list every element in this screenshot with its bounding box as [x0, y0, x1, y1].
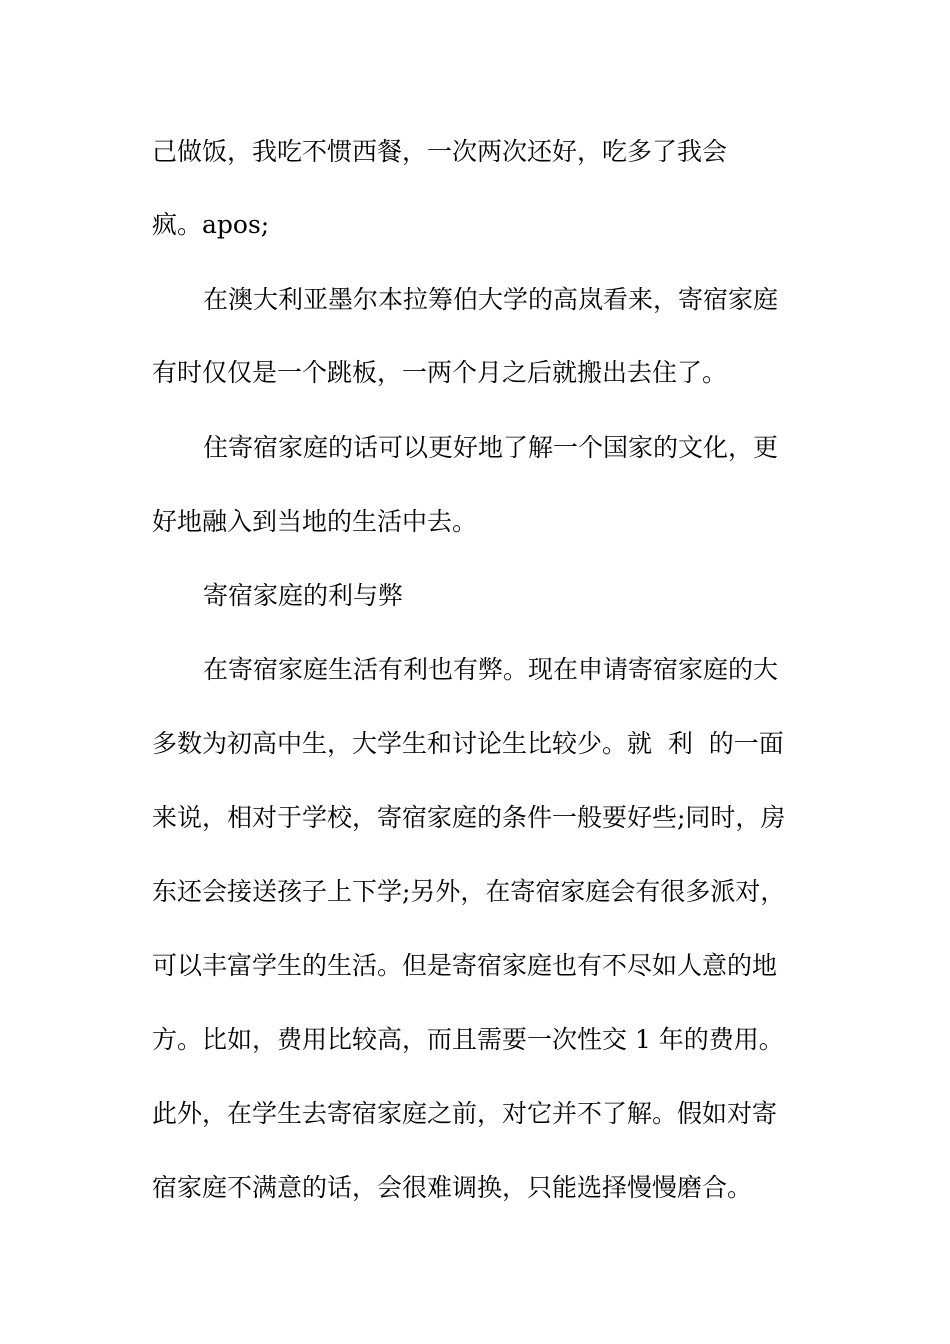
text-line: 东还会接送孩子上下学;另外，在寄宿家庭会有很多派对， — [152, 877, 786, 906]
text-line: 此外，在学生去寄宿家庭之前，对它并不了解。假如对寄 — [152, 1099, 778, 1128]
paragraph-first-line: 住寄宿家庭的话可以更好地了解一个国家的文化，更 — [203, 433, 779, 462]
paragraph-first-line: 在寄宿家庭生活有利也有弊。现在申请寄宿家庭的大 — [203, 655, 779, 684]
text-line: 疯。apos; — [152, 210, 270, 239]
text-line: 宿家庭不满意的话，会很难调换，只能选择慢慢磨合。 — [152, 1173, 753, 1202]
text-line: 可以丰富学生的生活。但是寄宿家庭也有不尽如人意的地 — [152, 951, 778, 980]
text-line: 己做饭，我吃不惯西餐，一次两次还好，吃多了我会 — [152, 137, 728, 166]
text-line: 方。比如，费用比较高，而且需要一次性交 1 年的费用。 — [152, 1025, 784, 1054]
text-line: 多数为初高中生，大学生和讨论生比较少。就 利 的一面 — [152, 729, 784, 758]
section-heading: 寄宿家庭的利与弊 — [203, 581, 404, 610]
paragraph-first-line: 在澳大利亚墨尔本拉筹伯大学的高岚看来，寄宿家庭 — [203, 285, 779, 314]
text-line: 来说，相对于学校，寄宿家庭的条件一般要好些;同时，房 — [152, 803, 786, 832]
text-line: 好地融入到当地的生活中去。 — [152, 507, 478, 536]
text-line: 有时仅仅是一个跳板，一两个月之后就搬出去住了。 — [152, 358, 728, 387]
